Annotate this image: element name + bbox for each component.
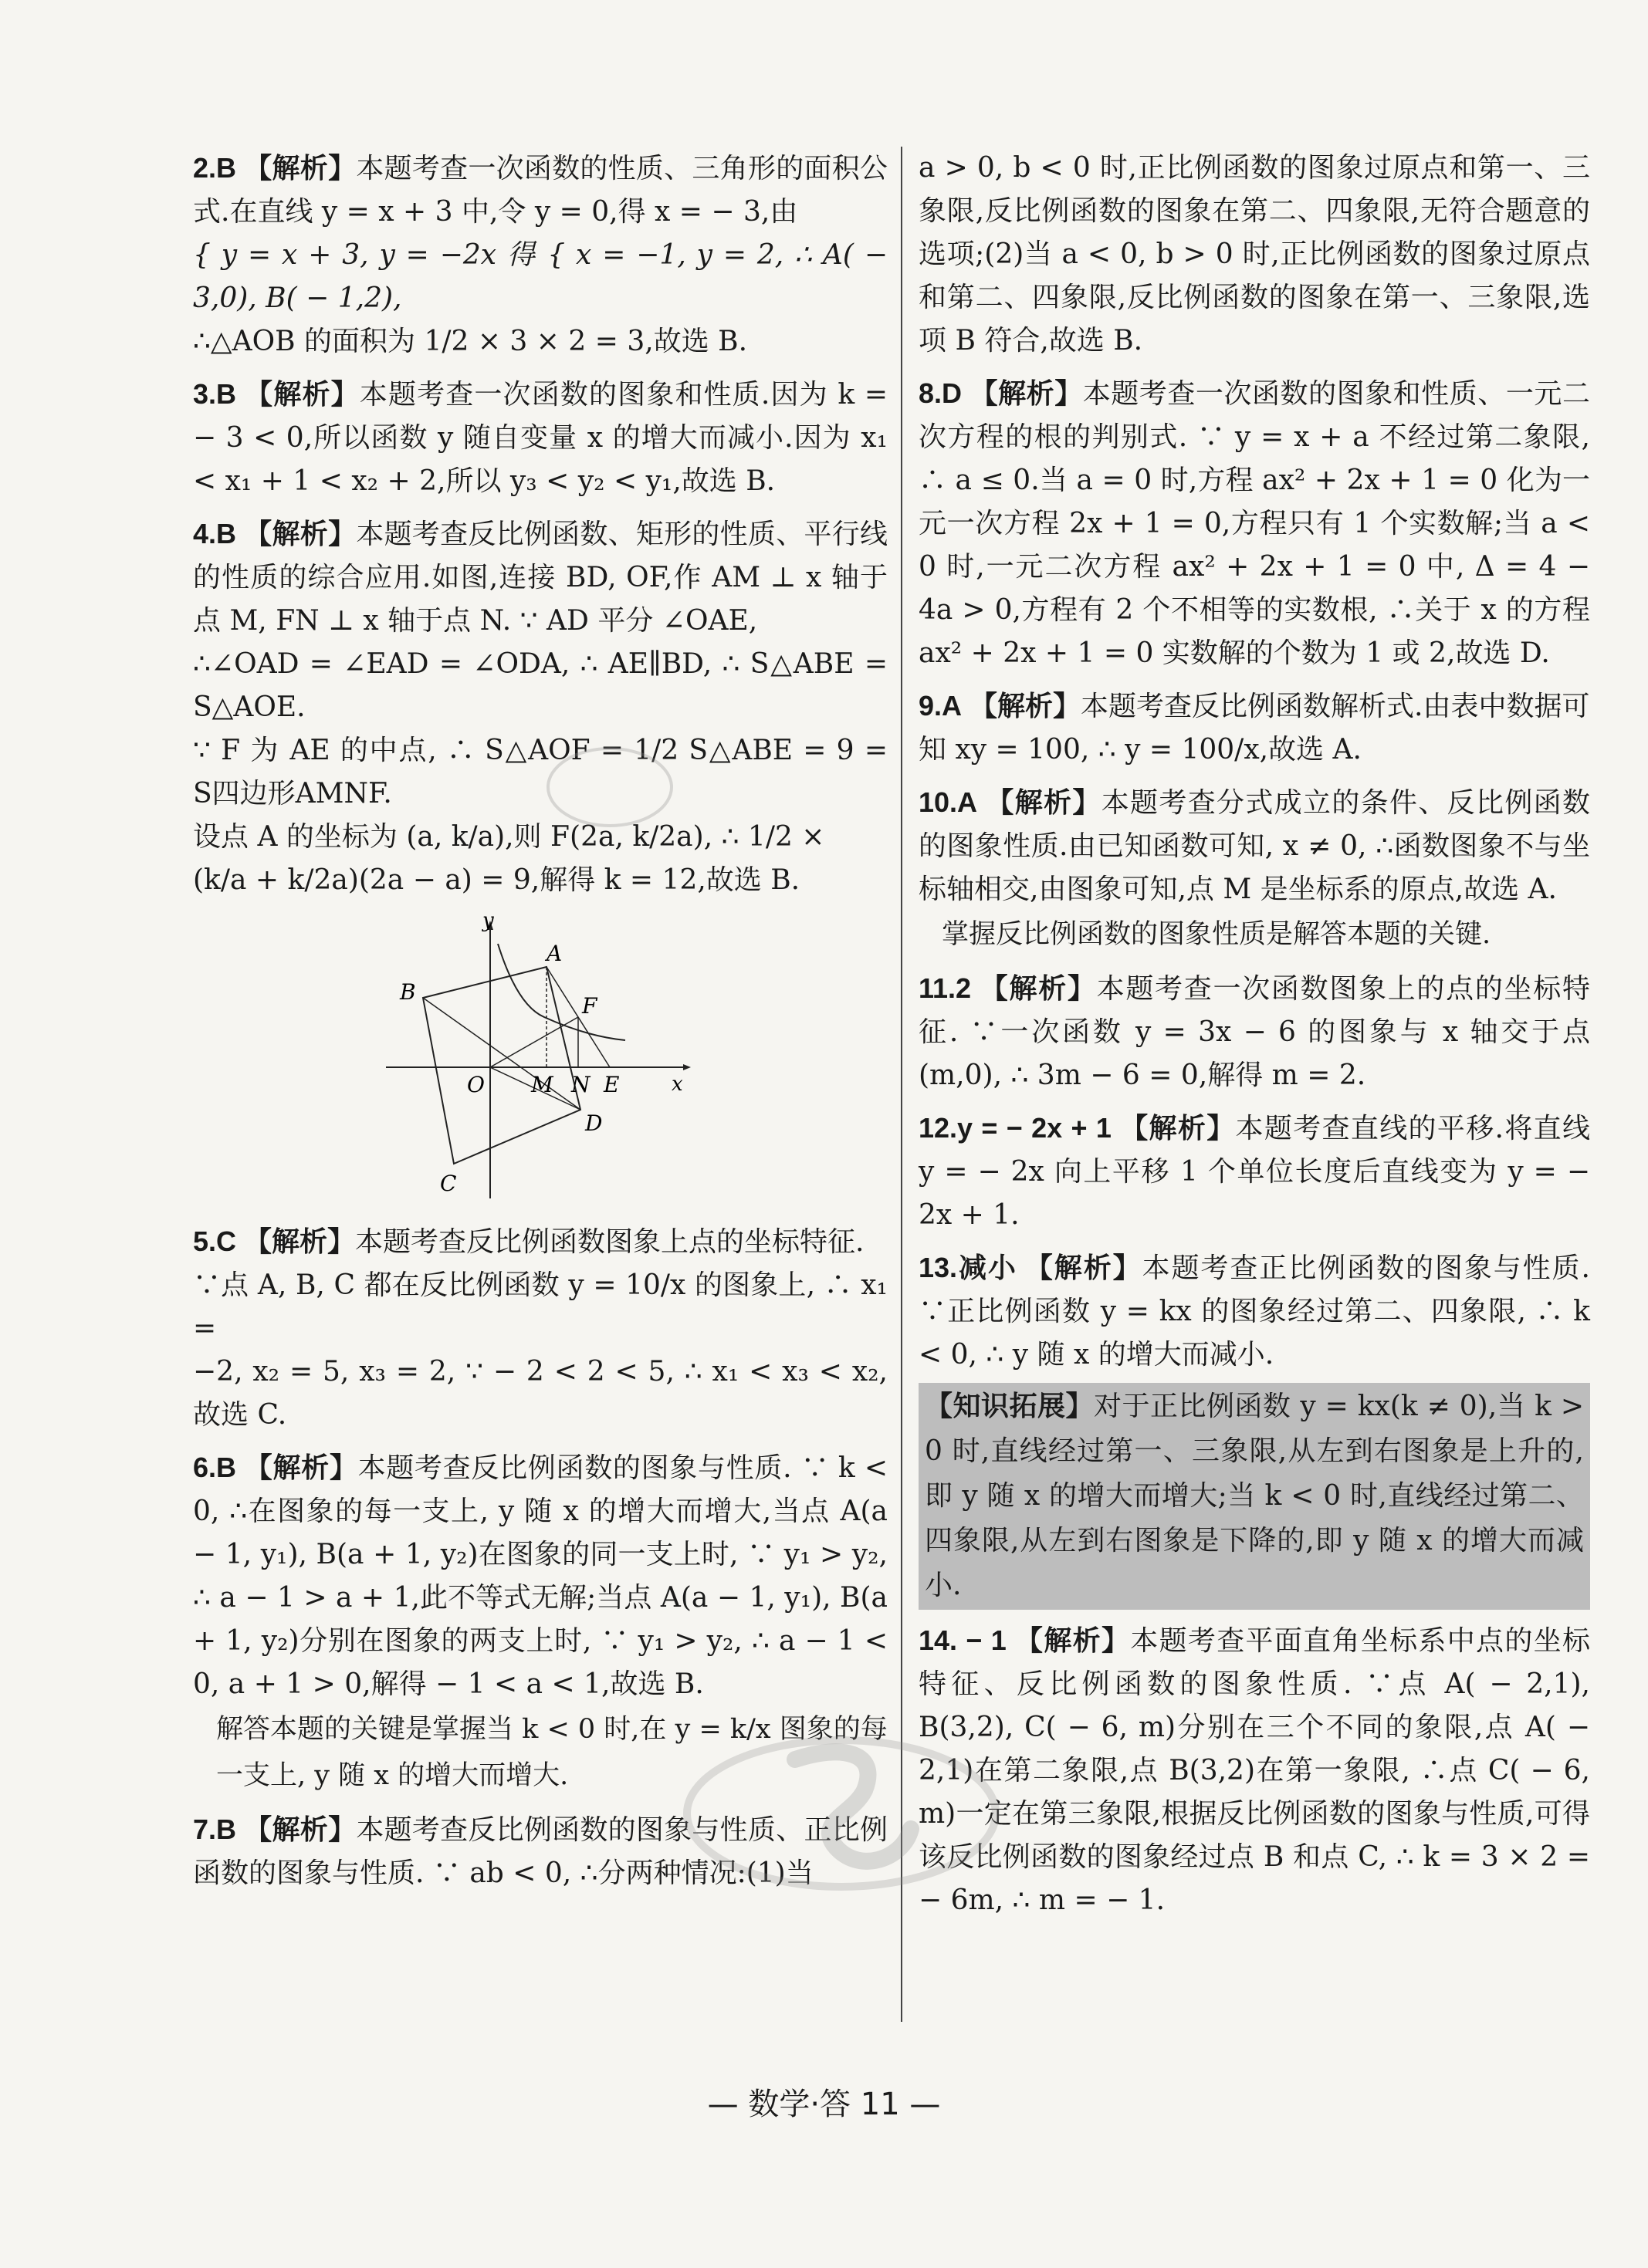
analysis-tag: 【解析】 xyxy=(985,787,1101,819)
answer-number: 13.减小 xyxy=(919,1252,1017,1283)
answer-number: 2.B xyxy=(193,152,237,184)
answer-number: 5.C xyxy=(193,1225,237,1257)
answer-q4-line-5: (k/a + k/2a)(2a − a) = 9,解得 k = 12,故选 B. xyxy=(193,864,800,896)
answer-q5-line-2: ∵点 A, B, C 都在反比例函数 y = 10/x 的图象上, ∴ x₁ = xyxy=(193,1269,888,1344)
answer-q4-line-3: ∵ F 为 AE 的中点, ∴ S△AOF = 1/2 S△ABE = 9 = S四边形AMNF. xyxy=(193,735,888,810)
answer-text: 本题考查反比例函数解析式.由表中数据可 xyxy=(1081,691,1590,722)
label-e: E xyxy=(604,1072,620,1097)
analysis-tag: 【解析】 xyxy=(1118,1113,1236,1144)
label-d: D xyxy=(585,1110,603,1136)
geometry-figure xyxy=(386,913,695,1206)
answer-number: 10.A xyxy=(919,786,978,818)
rectangle-abcd xyxy=(423,967,580,1164)
answer-q2-line-2: { y = x + 3, y = −2x 得 { x = −1, y = 2, ∴ A( − 3,0), B( − 1,2), xyxy=(193,239,888,314)
answer-text: 本题考查反比例函数、矩形的性质、平行线的性质的综合应用.如图,连接 BD, OF,作 AM ⊥ x 轴于点 M, FN ⊥ x 轴于点 N. ∵ AD 平分 ∠OAE, xyxy=(193,519,888,637)
knowledge-extension-tag: 【知识拓展】 xyxy=(925,1391,1094,1422)
answer-q4-line-4: 设点 A 的坐标为 (a, k/a),则 F(2a, k/2a), ∴ 1/2 × xyxy=(193,821,825,853)
analysis-tag: 【解析】 xyxy=(970,691,1081,722)
answer-number: 3.B xyxy=(193,378,237,410)
answer-text: a > 0, b < 0 时,正比例函数的图象过原点和第一、三象限,反比例函数的图象在第二、四象限,无符合题意的选项;(2)当 a < 0, b > 0 时,正比例函数的图象过原点和第二、四象限,反比例函数的图象在第一、三象限,选项 B 符合,故选 B. xyxy=(919,152,1590,357)
answer-q5-line-3: −2, x₂ = 5, x₃ = 2, ∵ − 2 < 2 < 5, ∴ x₁ < x₃ < x₂,故选 C. xyxy=(193,1356,888,1431)
analysis-tag: 【解析】 xyxy=(244,519,357,550)
x-axis-arrow xyxy=(683,1064,691,1070)
analysis-tag: 【解析】 xyxy=(1024,1252,1142,1284)
answer-text: 本题考查一次函数的图象和性质.因为 k = − 3 < 0,所以函数 y 随自变量 x 的增大而减小.因为 x₁ < x₁ + 1 < x₂ + 2,所以 y₃ < y₂ < y₁,故选 B. xyxy=(193,379,888,497)
answer-number: 4.B xyxy=(193,518,237,549)
left-column xyxy=(193,147,888,1905)
answer-q13 xyxy=(919,1246,1590,1610)
analysis-tag: 【解析】 xyxy=(244,1452,358,1484)
answer-number: 12.y = − 2x + 1 xyxy=(919,1112,1112,1144)
answer-text: 本题考查反比例函数图象上点的坐标特征. xyxy=(355,1226,865,1258)
label-o: O xyxy=(467,1072,485,1097)
label-x: x xyxy=(672,1073,683,1096)
answer-q6-note-line-1: 解答本题的关键是掌握当 k < 0 时,在 y = k/x 图象的每 xyxy=(216,1714,888,1745)
label-a: A xyxy=(547,941,563,966)
label-n: N xyxy=(571,1072,591,1097)
answer-q5 xyxy=(193,1220,888,1437)
analysis-tag: 【解析】 xyxy=(970,378,1083,410)
answer-text: 本题考查反比例函数的图象与性质. ∵ k < 0, ∴在图象的每一支上, y 随 x 的增大而增大,当点 A(a − 1, y₁), B(a + 1, y₂)在图象的同一支上时, ∵ y₁ > y₂, ∴ a − 1 > a + 1,此不等式无解;当点 A(a − 1, y₁), B(a + 1, y₂)分别在图象的两支上时, ∵ y₁ > y₂, ∴ a − 1 < 0, a + 1 > 0,解得 − 1 < a < 1,故选 B. xyxy=(193,1452,888,1700)
answer-q11 xyxy=(919,967,1590,1097)
analysis-tag: 【解析】 xyxy=(244,1814,357,1846)
answer-number: 9.A xyxy=(919,690,963,722)
answer-q14 xyxy=(919,1619,1590,1922)
watermark-logo-graphic xyxy=(679,1729,1003,1898)
watermark-stamp xyxy=(540,741,679,833)
analysis-tag: 【解析】 xyxy=(1014,1625,1131,1657)
label-b: B xyxy=(400,979,416,1005)
answer-text: 本题考查一次函数图象上的点的坐标特征. ∵一次函数 y = 3x − 6 的图象与 x 轴交于点(m,0), ∴ 3m − 6 = 0,解得 m = 2. xyxy=(919,973,1590,1091)
answer-number: 8.D xyxy=(919,377,963,409)
knowledge-extension-text: 对于正比例函数 y = kx(k ≠ 0),当 k > 0 时,直线经过第一、三象限,从左到右图象是上升的,即 y 随 x 的增大而增大;当 k < 0 时,直线经过第二、四象限,从左到右图象是下降的,即 y 随 x 的增大而减小. xyxy=(925,1391,1584,1601)
answer-q2 xyxy=(193,147,888,363)
answer-number: 6.B xyxy=(193,1452,237,1483)
label-f: F xyxy=(582,993,597,1019)
answer-text: 本题考查分式成立的条件、反比例函数的图象性质.由已知函数可知, x ≠ 0, ∴函数图象不与坐标轴相交,由图象可知,点 M 是坐标系的原点,故选 A. xyxy=(919,787,1590,905)
answer-q8 xyxy=(919,372,1590,675)
right-column xyxy=(919,147,1590,1932)
answer-q12 xyxy=(919,1107,1590,1237)
segment-bd xyxy=(423,998,580,1110)
analysis-tag: 【解析】 xyxy=(244,379,360,411)
answer-q9-line-2: 知 xy = 100, ∴ y = 100/x,故选 A. xyxy=(919,734,1362,766)
answer-number: 7.B xyxy=(193,1813,237,1845)
answer-text: 本题考查正比例函数的图象与性质. ∵正比例函数 y = kx 的图象经过第二、四象限, ∴ k < 0, ∴ y 随 x 的增大而减小. xyxy=(919,1252,1590,1371)
analysis-tag: 【解析】 xyxy=(979,973,1097,1005)
answer-text: 本题考查一次函数的图象和性质、一元二次方程的根的判别式. ∵ y = x + a 不经过第二象限, ∴ a ≤ 0.当 a = 0 时,方程 ax² + 2x + 1 = 0 化为一元一次方程 2x + 1 = 0,方程只有 1 个实数解;当 a < 0 时,一元二次方程 ax² + 2x + 1 = 0 中, Δ = 4 − 4a > 0,方程有 2 个不相等的实数根, ∴关于 x 的方程 ax² + 2x + 1 = 0 实数解的个数为 1 或 2,故选 D. xyxy=(919,378,1590,669)
answer-q6-note-line-2: 一支上, y 随 x 的增大而增大. xyxy=(216,1760,569,1791)
answer-q10-note: 掌握反比例函数的图象性质是解答本题的关键. xyxy=(942,919,1491,950)
analysis-tag: 【解析】 xyxy=(244,1226,356,1258)
knowledge-extension-box xyxy=(919,1383,1590,1610)
label-m: M xyxy=(531,1072,553,1097)
page-footer: — 数学·答 11 — xyxy=(707,2087,941,2122)
analysis-tag: 【解析】 xyxy=(244,153,357,184)
answer-text: 本题考查一次函数的性质、三角形的面积公式.在直线 y = x + 3 中,令 y = 0,得 x = − 3,由 xyxy=(193,153,888,228)
answer-q4 xyxy=(193,512,888,1206)
answer-q2-line-1 xyxy=(193,147,888,234)
answer-number: 11.2 xyxy=(919,972,972,1004)
answer-q3 xyxy=(193,373,888,503)
label-c: C xyxy=(440,1171,457,1196)
answer-q9 xyxy=(919,684,1590,772)
label-y: y xyxy=(482,913,494,932)
answer-q2-line-3: ∴△AOB 的面积为 1/2 × 3 × 2 = 3,故选 B. xyxy=(193,326,748,357)
watermark-logo xyxy=(679,1729,1003,1898)
answer-number: 14. − 1 xyxy=(919,1624,1007,1656)
coordinate-figure-svg xyxy=(386,913,695,1206)
answer-text: 本题考查平面直角坐标系中点的坐标特征、反比例函数的图象性质. ∵点 A( − 2,1), B(3,2), C( − 6, m)分别在三个不同的象限,点 A( − 2,1)在第二象限,点 B(3,2)在第一象限, ∴点 C( − 6, m)一定在第三象限,根据反比例函数的图象与性质,可得该反比例函数的图象经过点 B 和点 C, ∴ k = 3 × 2 = − 6m, ∴ m = − 1. xyxy=(919,1625,1590,1916)
answer-q4-line-2: ∴∠OAD = ∠EAD = ∠ODA, ∴ AE∥BD, ∴ S△ABE = S△AOE. xyxy=(193,648,888,723)
answer-text: 本题考查直线的平移.将直线 y = − 2x 向上平移 1 个单位长度后直线变为 y = − 2x + 1. xyxy=(919,1113,1590,1231)
answer-q10 xyxy=(919,781,1590,958)
answer-q7-continued xyxy=(919,147,1590,363)
answer-text: 本题考查反比例函数的图象与性质、正比例函数的图象与性质. ∵ ab < 0, ∴分两种情况:(1)当 xyxy=(193,1814,888,1889)
watermark-stamp-graphic xyxy=(540,741,679,833)
